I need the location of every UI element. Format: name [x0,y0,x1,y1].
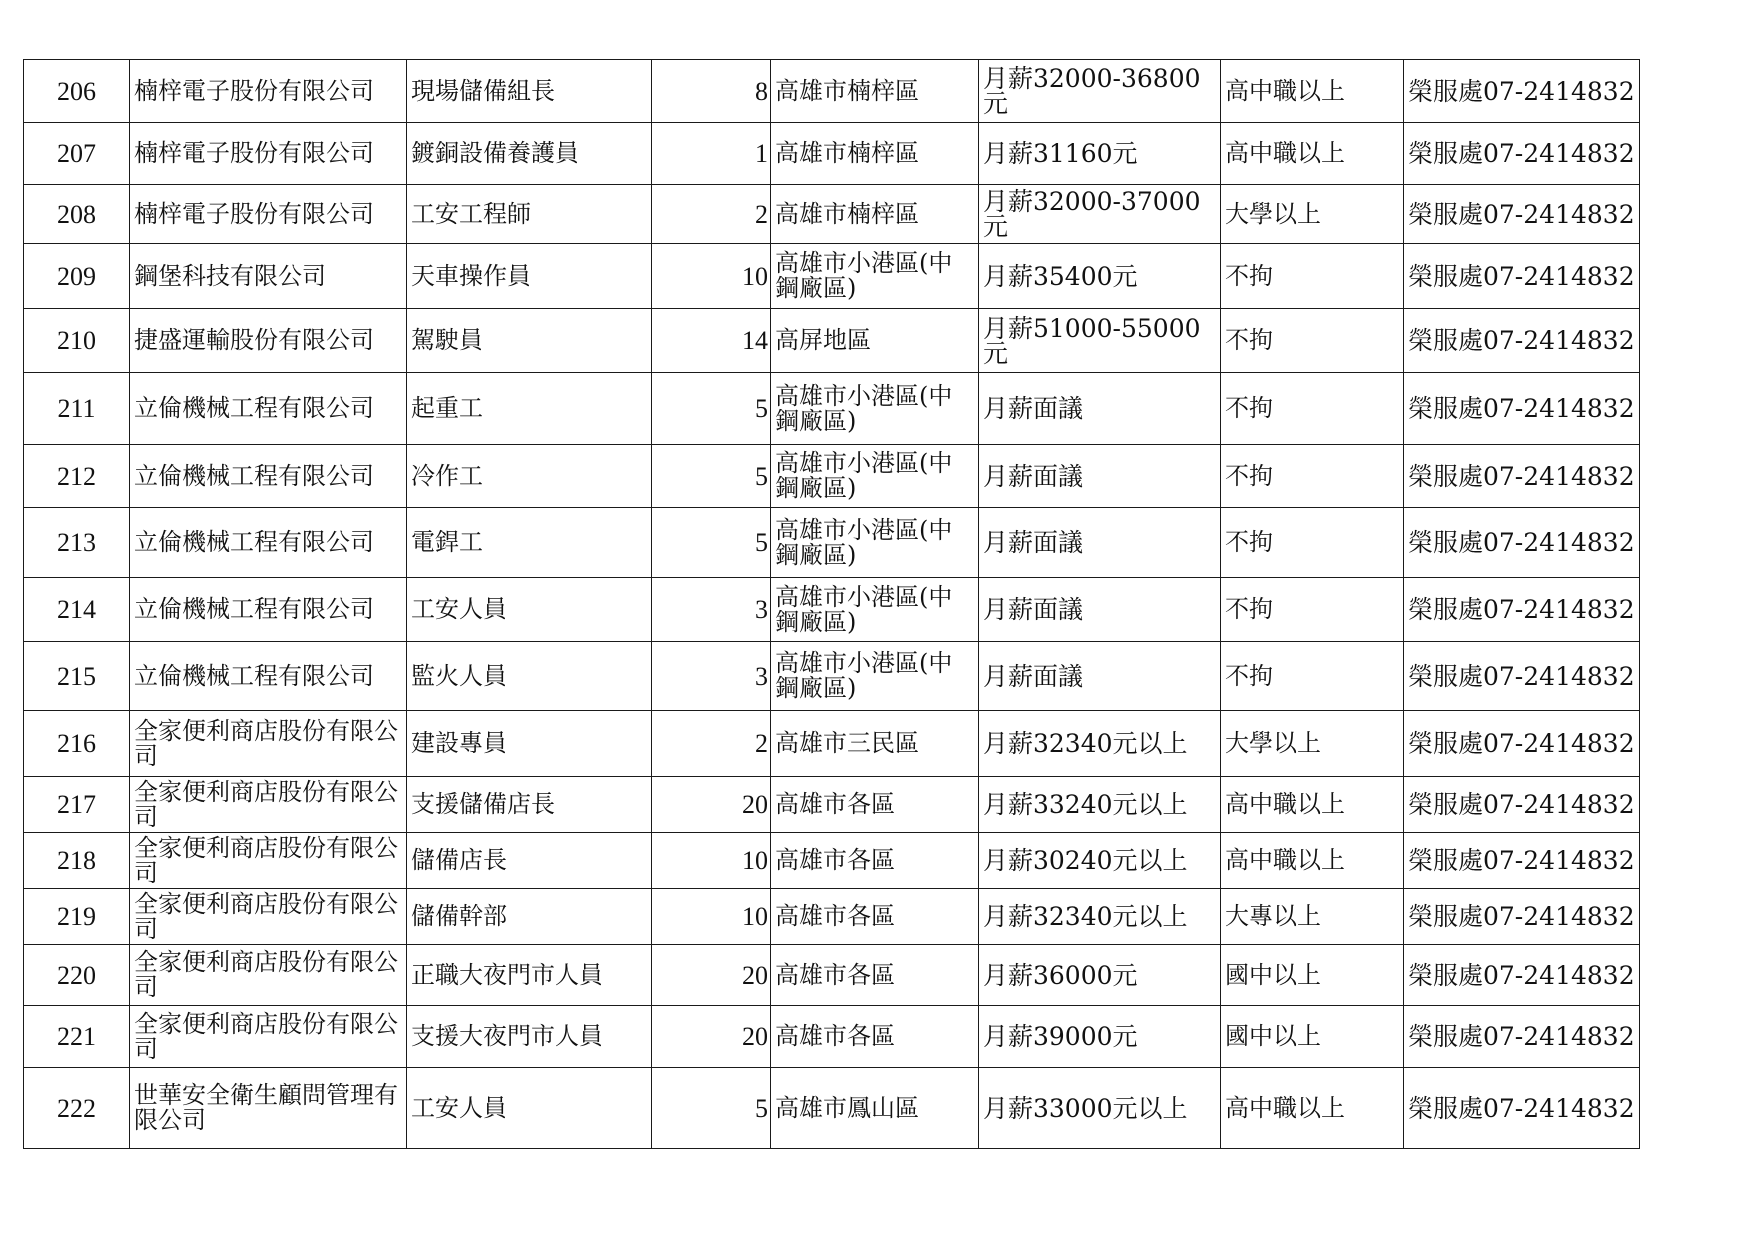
salary: 月薪32000-36800元 [979,60,1221,123]
education-requirement: 高中職以上 [1221,1068,1404,1149]
job-title: 工安人員 [407,1068,652,1149]
work-location: 高雄市小港區(中鋼廠區) [771,578,979,642]
contact-info: 榮服處07-2414832 [1404,777,1640,833]
work-location: 高雄市鳳山區 [771,1068,979,1149]
headcount: 5 [652,1068,771,1149]
table-row [24,60,1640,123]
education-requirement: 不拘 [1221,642,1404,711]
headcount: 10 [652,833,771,889]
salary: 月薪面議 [979,578,1221,642]
education-requirement: 大學以上 [1221,711,1404,777]
work-location: 高雄市楠梓區 [771,185,979,244]
salary: 月薪面議 [979,642,1221,711]
table-row [24,889,1640,945]
headcount: 2 [652,185,771,244]
contact-info: 榮服處07-2414832 [1404,711,1640,777]
table-row [24,945,1640,1006]
row-number: 215 [24,642,130,711]
education-requirement: 不拘 [1221,309,1404,373]
salary: 月薪33000元以上 [979,1068,1221,1149]
education-requirement: 不拘 [1221,445,1404,508]
job-title: 現場儲備組長 [407,60,652,123]
headcount: 8 [652,60,771,123]
contact-info: 榮服處07-2414832 [1404,60,1640,123]
company-name: 楠梓電子股份有限公司 [130,123,407,185]
headcount: 5 [652,508,771,578]
contact-info: 榮服處07-2414832 [1404,309,1640,373]
row-number: 214 [24,578,130,642]
table-row [24,508,1640,578]
row-number: 206 [24,60,130,123]
table-row [24,123,1640,185]
table-row [24,244,1640,309]
row-number: 212 [24,445,130,508]
row-number: 221 [24,1006,130,1068]
contact-info: 榮服處07-2414832 [1404,889,1640,945]
job-title: 電銲工 [407,508,652,578]
salary: 月薪30240元以上 [979,833,1221,889]
headcount: 20 [652,945,771,1006]
table-row [24,642,1640,711]
company-name: 捷盛運輸股份有限公司 [130,309,407,373]
company-name: 全家便利商店股份有限公司 [130,711,407,777]
table-row [24,373,1640,445]
education-requirement: 不拘 [1221,244,1404,309]
salary: 月薪36000元 [979,945,1221,1006]
salary: 月薪51000-55000元 [979,309,1221,373]
salary: 月薪32340元以上 [979,711,1221,777]
company-name: 楠梓電子股份有限公司 [130,185,407,244]
education-requirement: 高中職以上 [1221,123,1404,185]
headcount: 14 [652,309,771,373]
education-requirement: 不拘 [1221,578,1404,642]
headcount: 3 [652,578,771,642]
job-title: 工安人員 [407,578,652,642]
row-number: 217 [24,777,130,833]
table-row [24,833,1640,889]
headcount: 5 [652,373,771,445]
company-name: 立倫機械工程有限公司 [130,373,407,445]
row-number: 218 [24,833,130,889]
job-title: 天車操作員 [407,244,652,309]
work-location: 高屏地區 [771,309,979,373]
headcount: 20 [652,1006,771,1068]
salary: 月薪32340元以上 [979,889,1221,945]
row-number: 211 [24,373,130,445]
work-location: 高雄市小港區(中鋼廠區) [771,445,979,508]
contact-info: 榮服處07-2414832 [1404,445,1640,508]
row-number: 207 [24,123,130,185]
company-name: 全家便利商店股份有限公司 [130,889,407,945]
education-requirement: 不拘 [1221,508,1404,578]
company-name: 立倫機械工程有限公司 [130,508,407,578]
work-location: 高雄市三民區 [771,711,979,777]
company-name: 全家便利商店股份有限公司 [130,1006,407,1068]
job-title: 儲備店長 [407,833,652,889]
table-row [24,578,1640,642]
company-name: 楠梓電子股份有限公司 [130,60,407,123]
contact-info: 榮服處07-2414832 [1404,578,1640,642]
job-title: 冷作工 [407,445,652,508]
salary: 月薪33240元以上 [979,777,1221,833]
company-name: 全家便利商店股份有限公司 [130,945,407,1006]
company-name: 全家便利商店股份有限公司 [130,833,407,889]
company-name: 立倫機械工程有限公司 [130,578,407,642]
work-location: 高雄市小港區(中鋼廠區) [771,642,979,711]
job-title: 起重工 [407,373,652,445]
row-number: 208 [24,185,130,244]
job-title: 監火人員 [407,642,652,711]
education-requirement: 高中職以上 [1221,833,1404,889]
table-row [24,185,1640,244]
contact-info: 榮服處07-2414832 [1404,833,1640,889]
work-location: 高雄市小港區(中鋼廠區) [771,244,979,309]
table-row [24,1006,1640,1068]
row-number: 222 [24,1068,130,1149]
job-title: 正職大夜門市人員 [407,945,652,1006]
job-title: 儲備幹部 [407,889,652,945]
table-row [24,309,1640,373]
job-listing-table [23,59,1640,1149]
salary: 月薪面議 [979,373,1221,445]
headcount: 5 [652,445,771,508]
salary: 月薪面議 [979,508,1221,578]
salary: 月薪32000-37000元 [979,185,1221,244]
table-row [24,711,1640,777]
headcount: 1 [652,123,771,185]
row-number: 220 [24,945,130,1006]
work-location: 高雄市各區 [771,833,979,889]
headcount: 10 [652,244,771,309]
education-requirement: 高中職以上 [1221,777,1404,833]
contact-info: 榮服處07-2414832 [1404,373,1640,445]
headcount: 20 [652,777,771,833]
contact-info: 榮服處07-2414832 [1404,244,1640,309]
table-row [24,777,1640,833]
education-requirement: 國中以上 [1221,945,1404,1006]
work-location: 高雄市各區 [771,1006,979,1068]
job-title: 駕駛員 [407,309,652,373]
table-row [24,1068,1640,1149]
company-name: 世華安全衛生顧問管理有限公司 [130,1068,407,1149]
headcount: 3 [652,642,771,711]
education-requirement: 不拘 [1221,373,1404,445]
job-title: 工安工程師 [407,185,652,244]
contact-info: 榮服處07-2414832 [1404,1068,1640,1149]
work-location: 高雄市各區 [771,777,979,833]
job-title: 鍍銅設備養護員 [407,123,652,185]
education-requirement: 高中職以上 [1221,60,1404,123]
job-title: 支援大夜門市人員 [407,1006,652,1068]
salary: 月薪35400元 [979,244,1221,309]
row-number: 219 [24,889,130,945]
company-name: 立倫機械工程有限公司 [130,445,407,508]
row-number: 209 [24,244,130,309]
salary: 月薪31160元 [979,123,1221,185]
row-number: 216 [24,711,130,777]
row-number: 210 [24,309,130,373]
headcount: 2 [652,711,771,777]
table-row [24,445,1640,508]
contact-info: 榮服處07-2414832 [1404,642,1640,711]
row-number: 213 [24,508,130,578]
company-name: 立倫機械工程有限公司 [130,642,407,711]
education-requirement: 大學以上 [1221,185,1404,244]
salary: 月薪面議 [979,445,1221,508]
education-requirement: 大專以上 [1221,889,1404,945]
company-name: 鋼堡科技有限公司 [130,244,407,309]
education-requirement: 國中以上 [1221,1006,1404,1068]
work-location: 高雄市小港區(中鋼廠區) [771,373,979,445]
job-title: 建設專員 [407,711,652,777]
contact-info: 榮服處07-2414832 [1404,1006,1640,1068]
contact-info: 榮服處07-2414832 [1404,185,1640,244]
contact-info: 榮服處07-2414832 [1404,508,1640,578]
work-location: 高雄市小港區(中鋼廠區) [771,508,979,578]
work-location: 高雄市楠梓區 [771,123,979,185]
job-title: 支援儲備店長 [407,777,652,833]
contact-info: 榮服處07-2414832 [1404,945,1640,1006]
headcount: 10 [652,889,771,945]
work-location: 高雄市各區 [771,889,979,945]
work-location: 高雄市各區 [771,945,979,1006]
work-location: 高雄市楠梓區 [771,60,979,123]
contact-info: 榮服處07-2414832 [1404,123,1640,185]
salary: 月薪39000元 [979,1006,1221,1068]
company-name: 全家便利商店股份有限公司 [130,777,407,833]
